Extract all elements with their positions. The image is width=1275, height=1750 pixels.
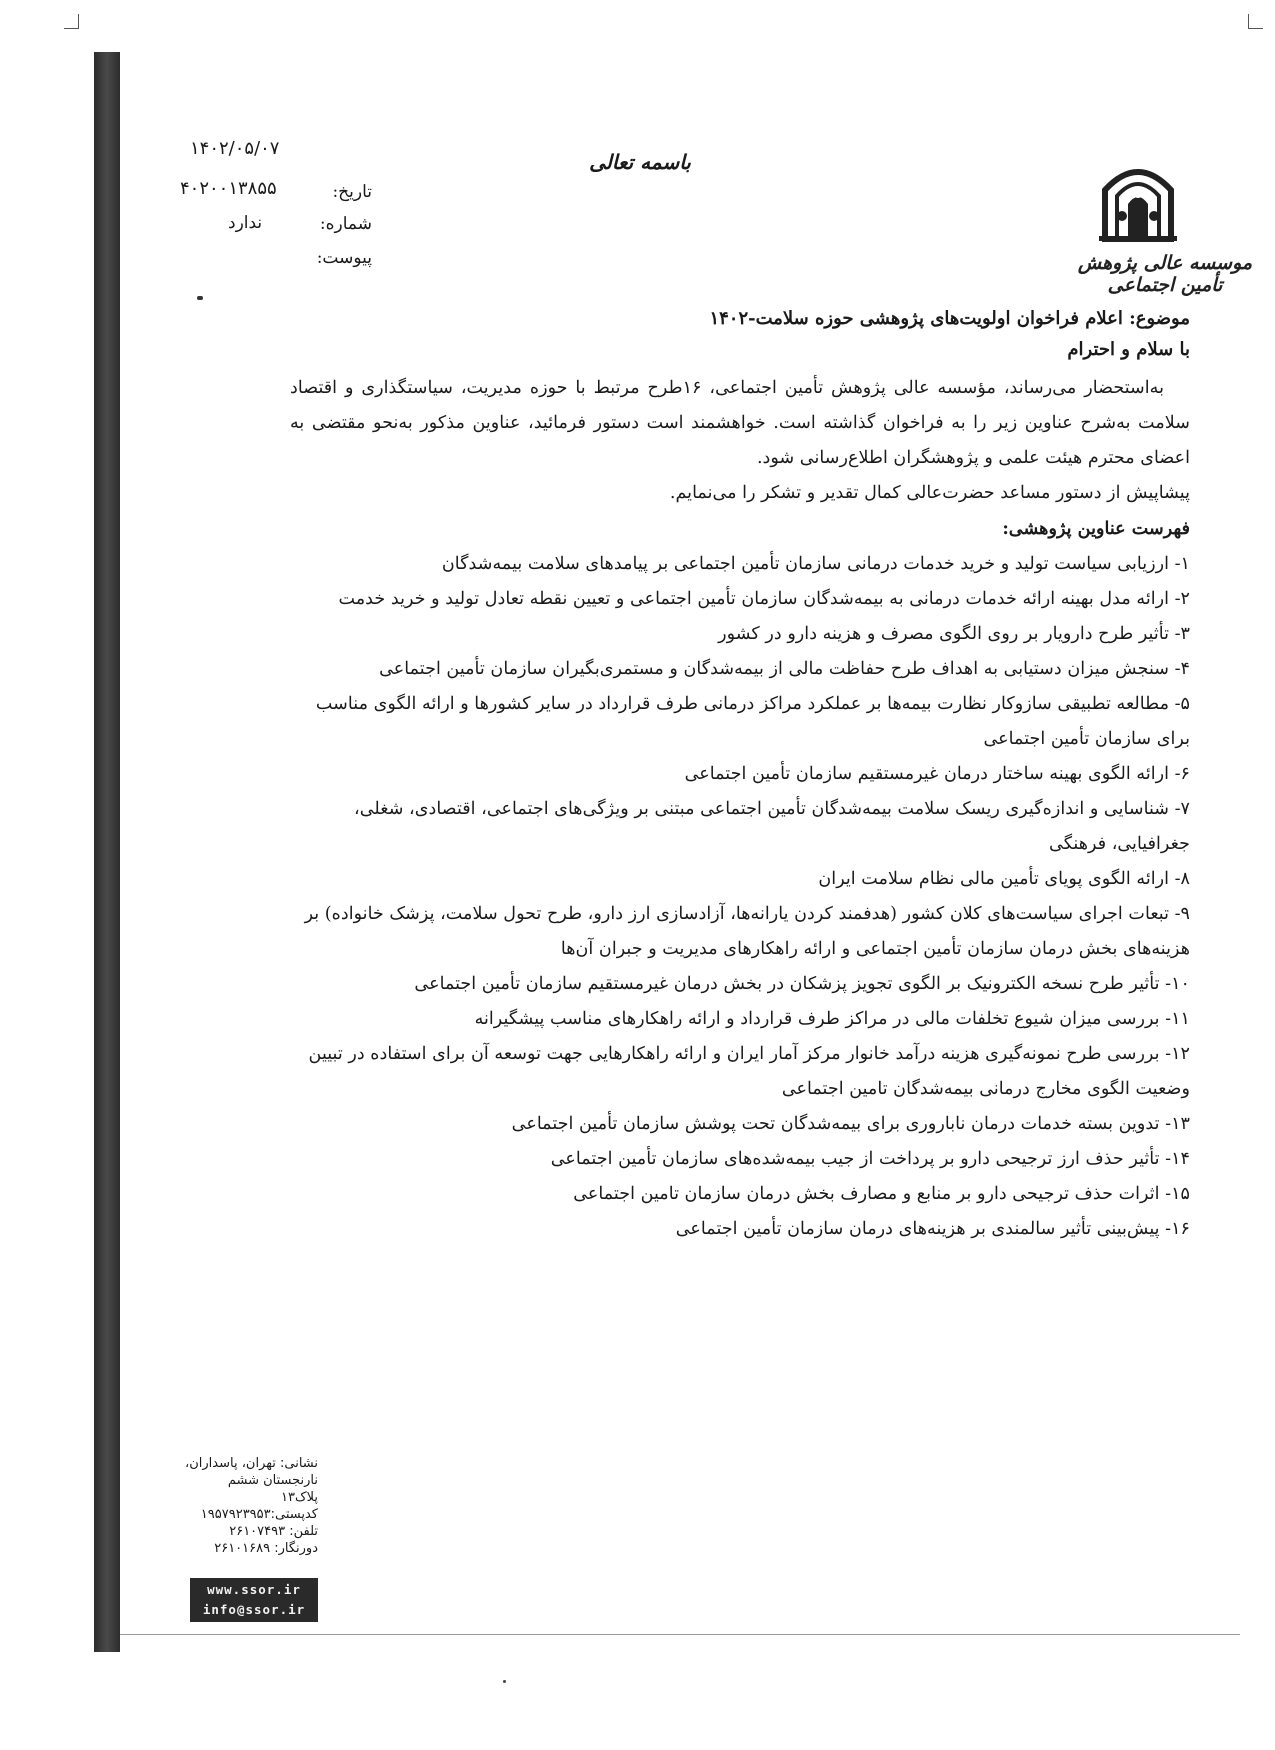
research-topic-item: ۱۰- تأثیر طرح نسخه الکترونیک بر الگوی تجویز پزشکان در بخش درمان غیرمستقیم سازمان تأمین اجتماعی [414,974,1190,994]
crop-mark-top-right [1248,14,1263,29]
address-line: نارنجستان ششم [227,1473,318,1488]
research-topic-item: ۶- ارائه الگوی بهینه ساختار درمان غیرمستقیم سازمان تأمین اجتماعی [684,764,1190,784]
attachment-label: پیوست: [316,248,372,268]
letter-greeting: با سلام و احترام [1067,339,1190,360]
basmala: باسمه تعالی [589,150,691,174]
scan-speck [197,296,203,300]
letter-subject: موضوع: اعلام فراخوان اولویت‌های پژوهشی حوزه سلامت-۱۴۰۲ [709,308,1190,329]
date-value: ۱۴۰۲/۰۵/۰۷ [190,138,280,159]
date-label: تاریخ: [332,182,372,202]
address-line: نشانی: تهران، پاسداران، [185,1456,318,1471]
research-topic-item: ۷- شناسایی و اندازه‌گیری ریسک سلامت بیمه‌شدگان تأمین اجتماعی مبتنی بر ویژگی‌های اجتماعی، اقتصادی، شغلی، جغرافیایی، فرهنگی [354,799,1190,854]
contact-web-box [190,1578,318,1622]
phone-number: تلفن: ۲۶۱۰۷۴۹۳ [229,1524,318,1539]
research-topic-item: ۸- ارائه الگوی پویای تأمین مالی نظام سلامت ایران [818,869,1190,889]
institute-name: موسسه عالی پژوهش تأمین اجتماعی [1077,252,1253,296]
research-topic-item: ۱۲- بررسی طرح نمونه‌گیری هزینه درآمد خانوار مرکز آمار ایران و ارائه راهکارهایی جهت توسعه آن برای استفاده در تبیین وضعیت الگوی مخارج درمانی بیمه‌شدگان تامین اجتماعی [308,1044,1190,1099]
address-line: پلاک۱۳ [281,1490,318,1505]
crop-mark-top-left [64,14,79,29]
postal-code: کدپستی:۱۹۵۷۹۲۳۹۵۳ [200,1507,318,1522]
research-topic-item: ۱۵- اثرات حذف ترجیحی دارو بر منابع و مصارف بخش درمان سازمان تامین اجتماعی [573,1184,1190,1204]
scan-speck [503,1680,506,1683]
research-topic-item: ۳- تأثیر طرح دارویار بر روی الگوی مصرف و هزینه دارو در کشور [718,624,1190,644]
scan-edge-bar [94,52,120,1652]
research-topic-item: ۵- مطالعه تطبیقی سازوکار نظارت بیمه‌ها بر عملکرد مراکز درمانی طرف قرارداد در سایر کشورها و ارائه الگوی مناسب برای سازمان تأمین اجتماعی [315,694,1190,749]
letter-body [290,303,1190,1247]
page-bottom-rule [120,1634,1240,1635]
research-topic-item: ۱۴- تأثیر حذف ارز ترجیحی دارو بر پرداخت از جیب بیمه‌شده‌های سازمان تأمین اجتماعی [550,1149,1190,1169]
number-label: شماره: [319,214,372,234]
research-list-heading: فهرست عناوین پژوهشی: [1002,518,1190,539]
research-topic-item: ۲- ارائه مدل بهینه ارائه خدمات درمانی به بیمه‌شدگان سازمان تأمین اجتماعی و تعیین نقطه تعادل تولید و خرید خدمت [338,589,1190,609]
letter-paragraph-2: پیشاپیش از دستور مساعد حضرت‌عالی کمال تقدیر و تشکر را می‌نمایم. [669,483,1190,503]
research-topic-item: ۱۱- بررسی میزان شیوع تخلفات مالی در مراکز طرف قرارداد و ارائه راهکارهای مناسب پیشگیرانه [474,1009,1190,1029]
research-topic-item: ۱۳- تدوین بسته خدمات درمان ناباروری برای بیمه‌شدگان تحت پوشش سازمان تأمین اجتماعی [511,1114,1190,1134]
research-topic-item: ۴- سنجش میزان دستیابی به اهداف طرح حفاظت مالی از بیمه‌شدگان و مستمری‌بگیران سازمان تأمین اجتماعی [379,659,1190,679]
research-topic-item: ۹- تبعات اجرای سیاست‌های کلان کشور (هدفمند کردن یارانه‌ها، آزادسازی ارز دارو، طرح تحول سلامت، پزشک خانواده) بر هزینه‌های بخش درمان سازمان تأمین اجتماعی و ارائه راهکارهای مدیریت و جبران آن‌ها [304,904,1190,959]
letter-paragraph-1: به‌استحضار می‌رساند، مؤسسه عالی پژوهش تأمین اجتماعی، ۱۶طرح مرتبط با حوزه مدیریت، سیاستگذاری و اقتصاد سلامت به‌شرح عناوین زیر را به فراخوان گذاشته است. خواهشمند است دستور فرمائید، عناوین مذکور به‌نحو مقتضی به اعضای محترم هیئت علمی و پژوهشگران اطلاع‌رسانی شود. [290,378,1190,468]
number-value: ۴۰۲۰۰۱۳۸۵۵ [180,178,277,199]
website-link[interactable]: www.ssor.ir [207,1582,301,1597]
research-topic-item: ۱۶- پیش‌بینی تأثیر سالمندی بر هزینه‌های درمان سازمان تأمین اجتماعی [675,1219,1190,1239]
research-topic-item: ۱- ارزیابی سیاست تولید و خرید خدمات درمانی سازمان تأمین اجتماعی بر پیامدهای سلامت بیمه‌شدگان [441,554,1190,574]
institute-emblem-icon [1095,160,1181,242]
institute-logo [1065,150,1265,296]
institute-address [185,1455,318,1557]
email-link[interactable]: info@ssor.ir [202,1602,306,1617]
research-topics-list [290,547,1190,1247]
attachment-value: ندارد [228,213,263,233]
fax-number: دورنگار: ۲۶۱۰۱۶۸۹ [214,1541,318,1556]
